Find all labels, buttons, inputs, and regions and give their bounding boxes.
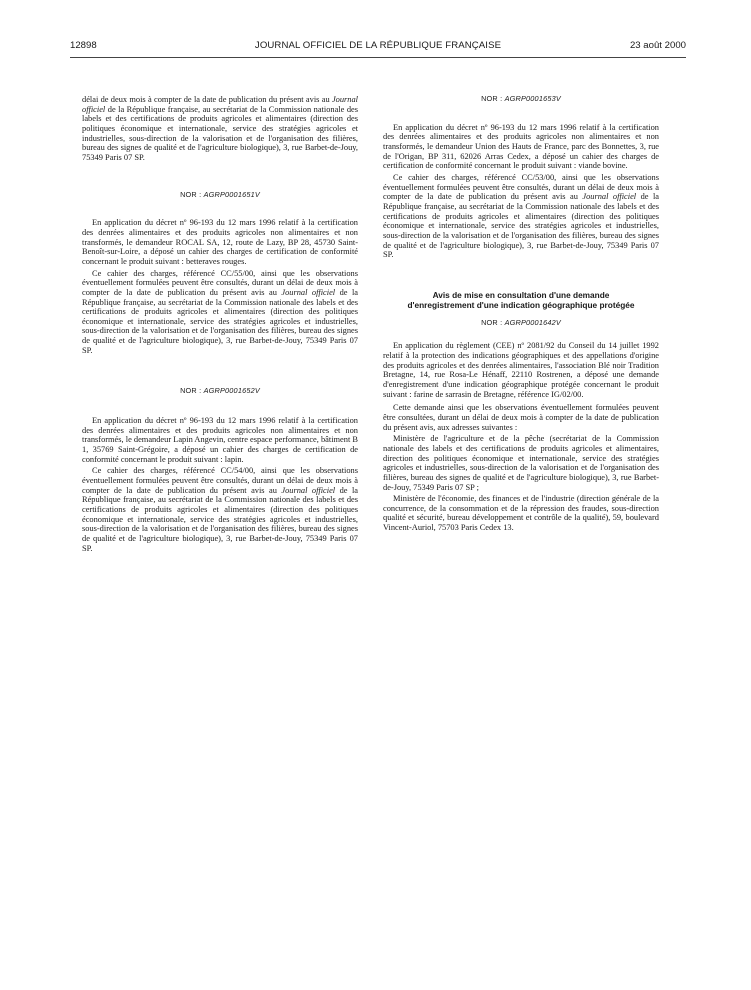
header-rule	[70, 57, 686, 58]
avis-title-line-2: d'enregistrement d'une indication géographique protégée	[407, 300, 635, 311]
journal-title: JOURNAL OFFICIEL DE LA RÉPUBLIQUE FRANÇAISE	[254, 40, 502, 51]
left-column	[82, 95, 358, 553]
page-header	[70, 40, 686, 54]
notice-1-paragraph-1: En application du décret nº 96-193 du 12 mars 1996 relatif à la certification des denrées alimentaires et des produits agricoles non alimentaires et non transformés, le demandeur ROCAL SA, 12, route de Lazy, BP 28, 45730 Saint-Benoît-sur-Loire, a déposé un cahier des charges de certification de conformité concernant le produit suivant : betteraves rouges.	[82, 218, 358, 266]
avis-paragraph-2: Cette demande ainsi que les observations éventuellement formulées peuvent être consultées, durant un délai de deux mois à compter de la date de publication du présent avis, aux adresses suivantes :	[383, 403, 659, 432]
avis-title	[383, 290, 659, 311]
notice-3-paragraph-2: Ce cahier des charges, référencé CC/53/00, ainsi que les observations éventuellement formulées peuvent être consultés, durant un délai de deux mois à compter de la date de publication du présent avis au Journal officiel de la République française, au secrétariat de la Commission nationale des labels et des certifications de produits agricoles et alimentaires (direction des politiques économique et internationale, service des stratégies agricoles et industrielles, sous-direction de la valorisation et de l'organisation des filières, bureau des signes de qualité et de l'agriculture biologique), 3, rue Barbet-de-Jouy, 75349 Paris 07 SP.	[383, 172, 659, 260]
nor-reference-2: NOR : AGRP0001652V	[180, 386, 260, 396]
avis-paragraph-1: En application du règlement (CEE) nº 2081/92 du Conseil du 14 juillet 1992 relatif à la protection des indications géographiques et des appellations d'origine des produits agricoles et des denrées alimentaires, l'association Blé noir Tradition Bretagne, 14, rue Rosa-Le Hénaff, 22110 Rostrenen, a déposé une demande d'enregistrement d'une indication géographique protégée concernant le produit suivant : farine de sarrasin de Bretagne, référence IG/02/00.	[383, 341, 659, 399]
nor-reference-1: NOR : AGRP0001651V	[180, 189, 260, 199]
notice-3-paragraph-1: En application du décret nº 96-193 du 12 mars 1996 relatif à la certification des denrées alimentaires et des produits agricoles non alimentaires et non transformés, le demandeur Union des Hauts de France, parc des Bonnettes, 3, rue de l'Origan, BP 311, 62026 Arras Cedex, a déposé un cahier des charges de certification de conformité concernant le produit suivant : viande bovine.	[383, 122, 659, 171]
notice-2-paragraph-2: Ce cahier des charges, référencé CC/54/00, ainsi que les observations éventuellement formulées peuvent être consultés, durant un délai de deux mois à compter de la date de publication du présent avis au Journal officiel de la République française, au secrétariat de la Commission nationale des labels et des certifications de produits agricoles et alimentaires (direction des politiques économique et internationale, service des stratégies agricoles et industrielles, sous-direction de la valorisation et de l'organisation des filières, bureau des signes de qualité et de l'agriculture biologique), 3, rue Barbet-de-Jouy, 75349 Paris 07 SP.	[82, 466, 358, 553]
continued-paragraph: délai de deux mois à compter de la date de publication du présent avis au Journal officiel de la République française, au secrétariat de la Commission nationale des labels et des certifications de produits agricoles et alimentaires (direction des politiques économique et internationale, service des stratégies agricoles et industrielles, sous-direction de la valorisation et de l'organisation des filières, bureau des signes de qualité et de l'agriculture biologique), 3, rue Barbet-de-Jouy, 75349 Paris 07 SP.	[82, 95, 358, 162]
page-number: 12898	[70, 40, 97, 51]
nor-reference-3: NOR : AGRP0001653V	[481, 94, 561, 103]
avis-paragraph-3: Ministère de l'agriculture et de la pêche (secrétariat de la Commission nationale des labels et des certifications de produits agricoles et alimentaires, direction des politiques économique et internationale, service des stratégies agricoles et industrielles, sous-direction de la valorisation et de l'organisation des filières, bureau des signes de qualité et de l'agriculture biologique), 3, rue Barbet-de-Jouy, 75349 Paris 07 SP ;	[383, 434, 659, 492]
avis-paragraph-4: Ministère de l'économie, des finances et de l'industrie (direction générale de la concurrence, de la consommation et de la répression des fraudes, sous-direction qualité et sécurité, bureau développement et contrôle de la qualité), 59, boulevard Vincent-Auriol, 75703 Paris Cedex 13.	[383, 494, 659, 533]
nor-reference-4: NOR : AGRP0001642V	[481, 317, 561, 327]
avis-title-line-1: Avis de mise en consultation d'une demande	[432, 289, 610, 300]
right-column	[383, 94, 659, 533]
issue-date: 23 août 2000	[629, 40, 686, 51]
notice-2-paragraph-1: En application du décret nº 96-193 du 12 mars 1996 relatif à la certification des denrées alimentaires et des produits agricoles non alimentaires et non transformés, le demandeur Lapin Angevin, centre espace performance, bâtiment B 1, 35769 Saint-Grégoire, a déposé un cahier des charges de certification de conformité concernant le produit suivant : lapin.	[82, 416, 358, 464]
notice-1-paragraph-2: Ce cahier des charges, référencé CC/55/00, ainsi que les observations éventuellement formulées peuvent être consultés, durant un délai de deux mois à compter de la date de publication du présent avis au Journal officiel de la République française, au secrétariat de la Commission nationale des labels et des certifications de produits agricoles et alimentaires (direction des politiques économique et internationale, service des stratégies agricoles et industrielles, sous-direction de la valorisation et de l'organisation des filières, bureau des signes de qualité et de l'agriculture biologique), 3, rue Barbet-de-Jouy, 75349 Paris 07 SP.	[82, 268, 358, 355]
